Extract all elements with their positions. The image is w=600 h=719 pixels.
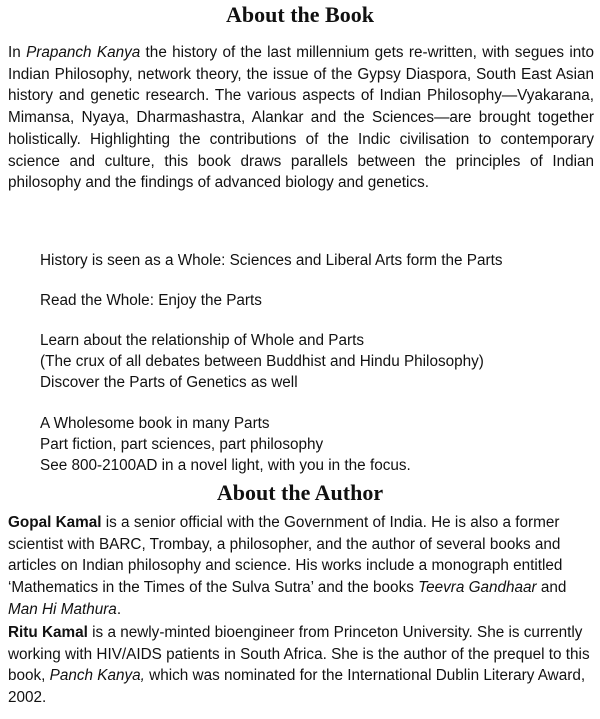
author-bio-ritu bbox=[8, 622, 594, 709]
about-author-heading: About the Author bbox=[216, 480, 384, 505]
about-book-heading: About the Book bbox=[226, 2, 374, 27]
bio-text: . bbox=[116, 600, 122, 618]
intro-text: the history of the last millennium gets re-written, with segues into Indian Philosophy, network theory, the issue of the Gypsy Diaspora, South East Asian history and genetic research. The various aspects of Indian Philosophy—Vyakarana, Mimansa, Nyaya, Dharmashastra, Alankar and the Sciences—are brought together holistically. Highlighting the contributions of the Indic civilisation to contemporary science and culture, this book draws parallels between the principles of Indian philosophy and the findings of advanced biology and genetics. bbox=[8, 44, 595, 192]
feature-line: Read the Whole: Enjoy the Parts bbox=[40, 292, 262, 309]
feature-line: History is seen as a Whole: Sciences and Liberal Arts form the Parts bbox=[40, 252, 503, 269]
bio-text: is a senior official with the Government of India. He is also a former scientist with BARC, Trombay, a philosopher, and the author of several books and articles on Indian philosophy and science. His works include a monograph entitled ‘Mathematics in the Times of the Sulva Sutra’ and the books bbox=[8, 514, 563, 597]
bio-text: which was nominated for the International Dublin Literary Award, 2002. bbox=[8, 667, 586, 707]
feature-line: (The crux of all debates between Buddhist and Hindu Philosophy) bbox=[40, 353, 484, 370]
author-name: Ritu Kamal bbox=[8, 624, 88, 641]
bio-text: is a newly-minted bioengineer from Princeton University. She is currently working with HIV/AIDS patients in South Africa. She is the author of the prequel to this book, bbox=[8, 624, 590, 685]
author-bio-gopal bbox=[8, 512, 594, 621]
author-name: Gopal Kamal bbox=[8, 514, 102, 531]
feature-line: Learn about the relationship of Whole and Parts bbox=[40, 332, 364, 349]
book-title: Man Hi Mathura bbox=[8, 600, 117, 618]
feature-line: Discover the Parts of Genetics as well bbox=[40, 374, 298, 391]
book-title: Panch Kanya, bbox=[49, 667, 145, 685]
book-title: Teevra Gandhaar bbox=[418, 579, 537, 597]
intro-lead: In bbox=[8, 44, 27, 61]
book-title: Prapanch Kanya bbox=[26, 44, 141, 61]
book-intro-paragraph bbox=[8, 42, 594, 194]
feature-line: Part fiction, part sciences, part philosophy bbox=[40, 436, 324, 453]
feature-line: See 800-2100AD in a novel light, with you in the focus. bbox=[40, 457, 411, 474]
bio-text: and bbox=[536, 579, 567, 597]
feature-line: A Wholesome book in many Parts bbox=[40, 415, 270, 432]
